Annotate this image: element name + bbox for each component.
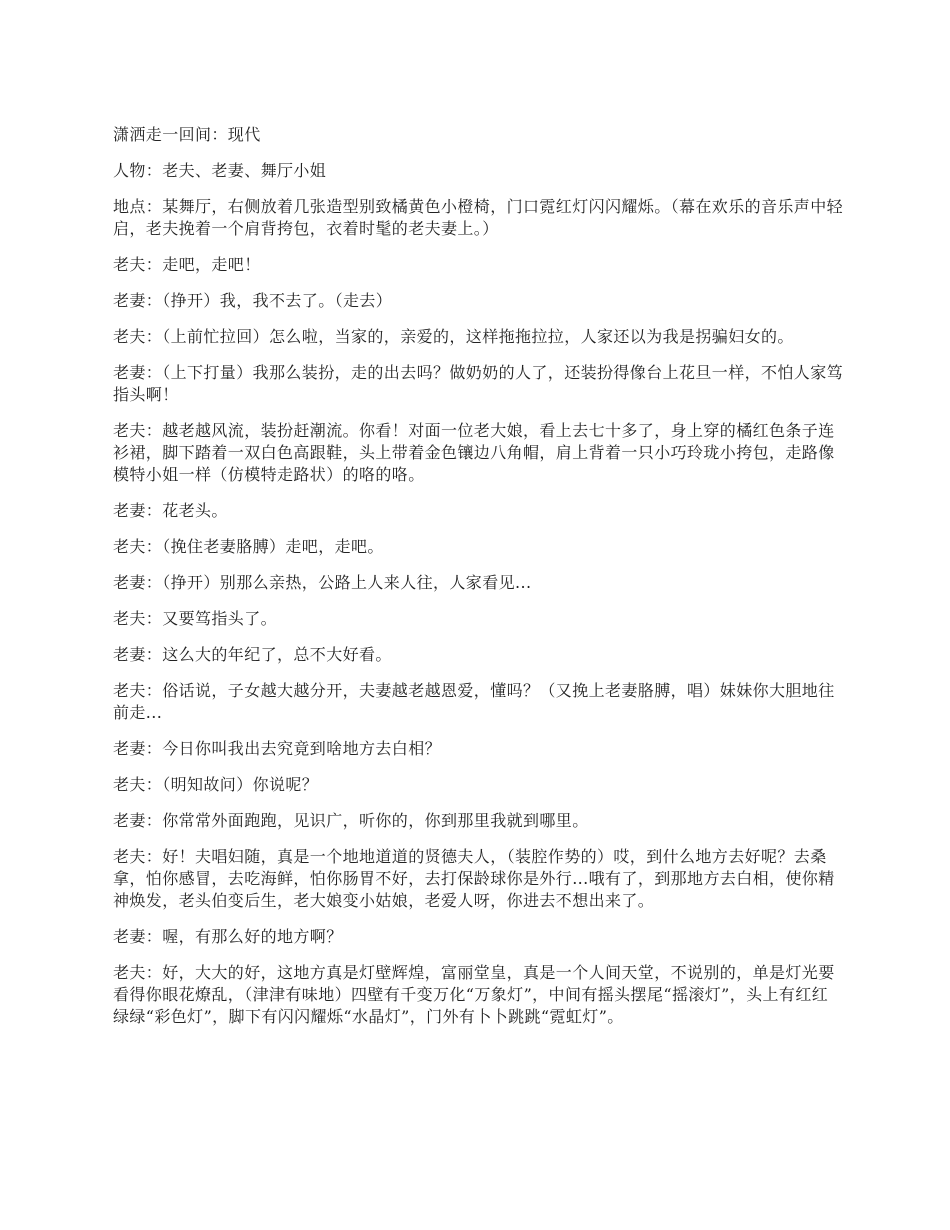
dialogue-line: 老夫：走吧，走吧！	[113, 255, 261, 274]
dialogue-line: 老夫：又要笃指头了。	[113, 609, 278, 628]
scene-heading: 潇洒走一回间：现代	[113, 125, 261, 144]
dialogue-line: 老妻：喔，有那么好的地方啊？	[113, 927, 343, 946]
document-body	[113, 124, 843, 1042]
dialogue-line: 老夫：好，大大的好，这地方真是灯壁辉煌，富丽堂皇，真是一个人间天堂，不说别的，单是灯光要看得你眼花燎乱，（津津有味地）四壁有千变万化“万象灯”，中间有摇头摆尾“摇滚灯”，头上有红红绿绿“彩色灯”，脚下有闪闪耀烁“水晶灯”，门外有卜卜跳跳“霓虹灯”。	[113, 963, 835, 1026]
setting-description: 地点：某舞厅，右侧放着几张造型别致橘黄色小橙椅，门口霓红灯闪闪耀烁。（幕在欢乐的音乐声中轻启，老夫挽着一个肩背挎包，衣着时髦的老夫妻上。）	[113, 197, 844, 238]
dialogue-line: 老夫：（挽住老妻胳膊）走吧，走吧。	[113, 537, 384, 556]
dialogue-line: 老妻：花老头。	[113, 501, 228, 520]
dialogue-line: 老夫：（明知故问）你说呢？	[113, 775, 319, 794]
dialogue-line: 老妻：（挣开）我，我不去了。（走去）	[113, 291, 393, 310]
dialogue-line: 老妻：你常常外面跑跑，见识广，听你的，你到那里我就到哪里。	[113, 811, 589, 830]
dialogue-line: 老夫：好！夫唱妇随，真是一个地地道道的贤德夫人，（装腔作势的）哎，到什么地方去好呢？去桑拿，怕你感冒，去吃海鲜，怕你肠胃不好，去打保龄球你是外行...哦有了，到那地方去白相，使你精神焕发，老头伯变后生，老大娘变小姑娘，老爱人呀，你进去不想出来了。	[113, 847, 835, 910]
dialogue-line: 老妻：（上下打量）我那么装扮，走的出去吗？做奶奶的人了，还装扮得像台上花旦一样，不怕人家笃指头啊！	[113, 363, 844, 404]
dialogue-line: 老妻：（挣开）别那么亲热，公路上人来人往，人家看见...	[113, 573, 532, 592]
dialogue-line: 老妻：今日你叫我出去究竟到啥地方去白相？	[113, 739, 442, 758]
characters-line: 人物：老夫、老妻、舞厅小姐	[113, 161, 327, 180]
dialogue-line: 老夫：俗话说，子女越大越分开，夫妻越老越恩爱，懂吗？（又挽上老妻胳膊，唱）妹妹你大胆地往前走...	[113, 681, 835, 722]
dialogue-line: 老妻：这么大的年纪了，总不大好看。	[113, 645, 392, 664]
dialogue-line: 老夫：越老越风流，装扮赶潮流。你看！对面一位老大娘，看上去七十多了，身上穿的橘红色条子连衫裙，脚下踏着一双白色高跟鞋，头上带着金色镶边八角帽，肩上背着一只小巧玲珑小挎包，走路像模特小姐一样（仿模特走路状）的咯的咯。	[113, 421, 835, 484]
dialogue-line: 老夫：（上前忙拉回）怎么啦，当家的，亲爱的，这样拖拖拉拉，人家还以为我是拐骗妇女的。	[113, 327, 794, 346]
